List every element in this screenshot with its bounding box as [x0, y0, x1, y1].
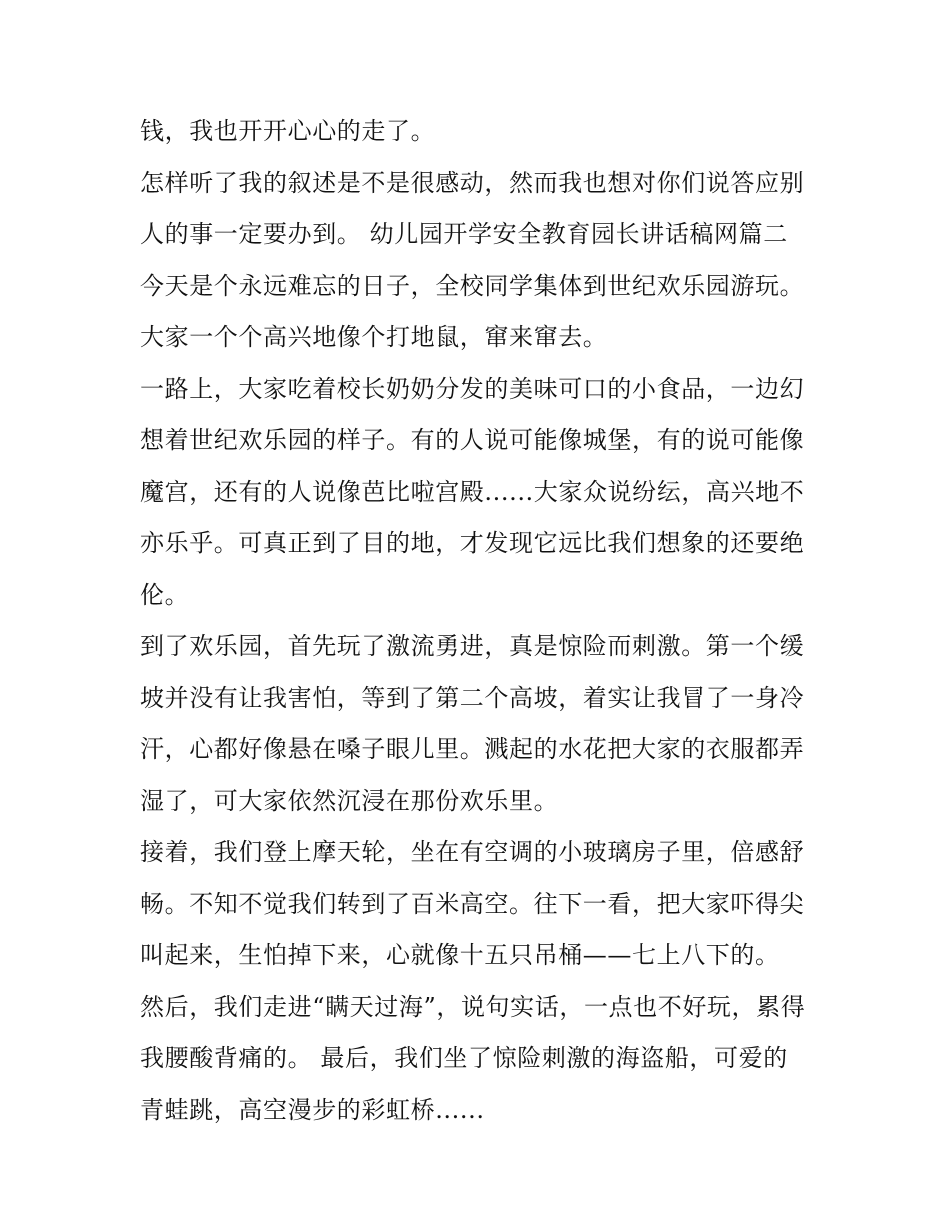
text-line: 青蛙跳，高空漫步的彩虹桥...... [140, 1095, 485, 1124]
text-line: 一路上，大家吃着校长奶奶分发的美味可口的小食品，一边幻 [140, 374, 805, 403]
text-line: 今天是个永远难忘的日子，全校同学集体到世纪欢乐园游玩。 [140, 271, 805, 300]
text-line: 人的事一定要办到。 幼儿园开学安全教育园长讲话稿网篇二 [140, 220, 788, 248]
text-line: 想着世纪欢乐园的样子。有的人说可能像城堡，有的说可能像 [140, 426, 805, 454]
text-line: 畅。不知不觉我们转到了百米高空。往下一看，把大家吓得尖 [140, 889, 805, 918]
text-line: 我腰酸背痛的。 最后，我们坐了惊险刺激的海盗船，可爱的 [140, 1044, 788, 1072]
document-body [140, 106, 820, 1136]
text-line: 汗，心都好像悬在嗓子眼儿里。溅起的水花把大家的衣服都弄 [140, 735, 805, 763]
text-line: 坡并没有让我害怕，等到了第二个高坡，着实让我冒了一身冷 [140, 683, 805, 712]
text-line: 叫起来，生怕掉下来，心就像十五只吊桶——七上八下的。 [140, 941, 780, 969]
text-line: 钱，我也开开心心的走了。 [140, 117, 436, 145]
text-line: 接着，我们登上摩天轮，坐在有空调的小玻璃房子里，倍感舒 [140, 838, 805, 866]
text-line: 伦。 [140, 580, 190, 609]
text-line: 魔宫，还有的人说像芭比啦宫殿......大家众说纷纭，高兴地不 [140, 477, 805, 506]
text-line: 然后，我们走进“瞒天过海”，说句实话，一点也不好玩，累得 [140, 992, 806, 1021]
text-line: 到了欢乐园，首先玩了激流勇进，真是惊险而刺激。第一个缓 [140, 632, 805, 660]
text-line: 大家一个个高兴地像个打地鼠，窜来窜去。 [140, 323, 608, 351]
text-line: 湿了，可大家依然沉浸在那份欢乐里。 [140, 786, 559, 815]
text-line: 怎样听了我的叙述是不是很感动，然而我也想对你们说答应别 [140, 168, 805, 197]
text-line: 亦乐乎。可真正到了目的地，才发现它远比我们想象的还要绝 [140, 529, 805, 557]
